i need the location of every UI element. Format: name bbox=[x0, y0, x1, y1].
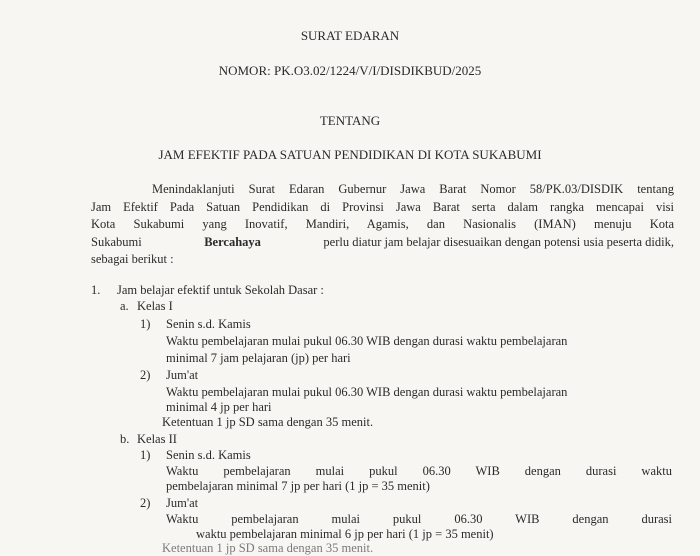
kelas-ii-title: Kelas II bbox=[137, 432, 177, 446]
kelas-ii-item-2-title: Jum'at bbox=[166, 496, 199, 510]
kelas-ii-item-2-line-2: waktu pembelajaran minimal 6 jp per hari (1 jp = 35 menit) bbox=[196, 527, 494, 541]
kelas-ii-item-1-num: 1) bbox=[140, 448, 151, 462]
kelas-i-item-1-title: Senin s.d. Kamis bbox=[166, 317, 251, 331]
kelas-ii-item-2-line-1: Waktu pembelajaran mulai pukul 06.30 WIB dengan durasi bbox=[166, 512, 672, 526]
document-subject: JAM EFEKTIF PADA SATUAN PENDIDIKAN DI KOTA SUKABUMI bbox=[158, 147, 542, 162]
list-item-1-text: Jam belajar efektif untuk Sekolah Dasar : bbox=[117, 283, 324, 297]
intro-line-4 bbox=[91, 235, 674, 250]
kelas-i-item-2-num: 2) bbox=[140, 368, 151, 382]
kelas-ii-item-1-title: Senin s.d. Kamis bbox=[166, 448, 251, 462]
kelas-i-note: Ketentuan 1 jp SD sama dengan 35 menit. bbox=[162, 415, 374, 429]
sub-label-b: b. bbox=[120, 432, 130, 446]
intro-line-1: Menindaklanjuti Surat Edaran Gubernur Jawa Barat Nomor 58/PK.03/DISDIK tentang bbox=[152, 182, 674, 196]
kelas-i-item-1-line-1: Waktu pembelajaran mulai pukul 06.30 WIB dengan durasi waktu pembelajaran bbox=[166, 334, 568, 348]
kelas-i-item-2-title: Jum'at bbox=[166, 368, 199, 382]
sub-label-a: a. bbox=[120, 299, 129, 313]
kelas-i-item-2-line-2: minimal 4 jp per hari bbox=[166, 400, 272, 414]
kelas-ii-item-2-num: 2) bbox=[140, 496, 151, 510]
intro-line-5: sebagai berikut : bbox=[91, 252, 174, 266]
list-number-1: 1. bbox=[91, 283, 101, 297]
intro-line-4-start: Sukabumi bbox=[91, 235, 142, 249]
about-label: TENTANG bbox=[319, 113, 381, 128]
intro-line-4-end: perlu diatur jam belajar disesuaikan dengan potensi usia peserta didik, bbox=[323, 235, 674, 249]
kelas-ii-item-1-line-1: Waktu pembelajaran mulai pukul 06.30 WIB dengan durasi waktu bbox=[166, 464, 672, 478]
kelas-ii-note-cut: Ketentuan 1 jp SD sama dengan 35 menit. bbox=[162, 541, 374, 555]
document-number: NOMOR: PK.O3.02/1224/V/I/DISDIKBUD/2025 bbox=[218, 63, 482, 78]
kelas-i-title: Kelas I bbox=[137, 299, 173, 313]
bercahaya-emphasis: Bercahaya bbox=[204, 235, 261, 249]
kelas-i-item-1-num: 1) bbox=[140, 317, 151, 331]
intro-line-3: Kota Sukabumi yang Inovatif, Mandiri, Agamis, dan Nasionalis (IMAN) menuju Kota bbox=[91, 217, 674, 231]
kelas-ii-item-1-line-2: pembelajaran minimal 7 jp per hari (1 jp = 35 menit) bbox=[166, 479, 430, 493]
document-title: SURAT EDARAN bbox=[300, 28, 400, 43]
kelas-i-item-1-line-2: minimal 7 jam pelajaran (jp) per hari bbox=[166, 351, 351, 365]
intro-line-2: Jam Efektif Pada Satuan Pendidikan di Provinsi Jawa Barat serta dalam rangka mencapai visi bbox=[91, 200, 674, 214]
kelas-i-item-2-line-1: Waktu pembelajaran mulai pukul 06.30 WIB dengan durasi waktu pembelajaran bbox=[166, 385, 568, 399]
